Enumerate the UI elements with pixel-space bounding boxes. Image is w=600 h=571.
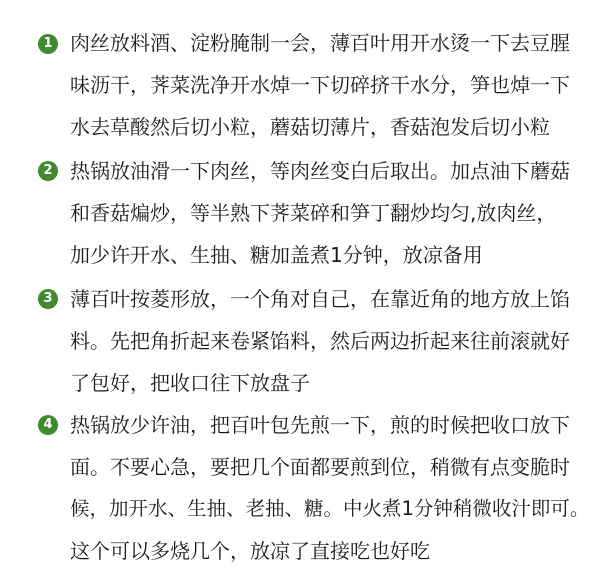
step-text-line: 了包好，把收口往下放盘子 — [70, 371, 310, 395]
step-number-badge: 3 — [38, 289, 58, 309]
step-text-line: 这个可以多烧几个，放凉了直接吃也好吃 — [70, 539, 430, 563]
step-text-line: 热锅放油滑一下肉丝，等肉丝变白后取出。加点油下蘑菇 — [70, 159, 570, 183]
step-text-line: 候，加开水、生抽、老抽、糖。中火煮1分钟稍微收汁即可。 — [70, 497, 590, 520]
step-text-line: 热锅放少许油，把百叶包先煎一下，煎的时候把收口放下 — [70, 413, 570, 437]
step-text-line: 肉丝放料酒、淀粉腌制一会，薄百叶用开水烫一下去豆腥 — [70, 31, 570, 55]
step-text-line: 加少许开水、生抽、糖加盖煮1分钟，放凉备用 — [70, 243, 483, 267]
step-text-line: 面。不要心急，要把几个面都要煎到位，稍微有点变脆时 — [70, 455, 570, 479]
step-number-badge: 4 — [38, 415, 58, 435]
step-text-line: 水去草酸然后切小粒，蘑菇切薄片，香菇泡发后切小粒 — [70, 115, 550, 139]
step-text-line: 和香菇煸炒，等半熟下荠菜碎和笋丁翻炒均匀,放肉丝， — [70, 201, 557, 225]
step-number-badge: 2 — [38, 161, 58, 181]
step-text-line: 薄百叶按菱形放，一个角对自己，在靠近角的地方放上馅 — [70, 287, 570, 311]
step-number-badge: 1 — [38, 34, 58, 54]
step-text-line: 味沥干，荠菜洗净开水焯一下切碎挤干水分，笋也焯一下 — [70, 73, 570, 97]
step-text-line: 料。先把角折起来卷紧馅料，然后两边折起来往前滚就好 — [70, 329, 570, 353]
